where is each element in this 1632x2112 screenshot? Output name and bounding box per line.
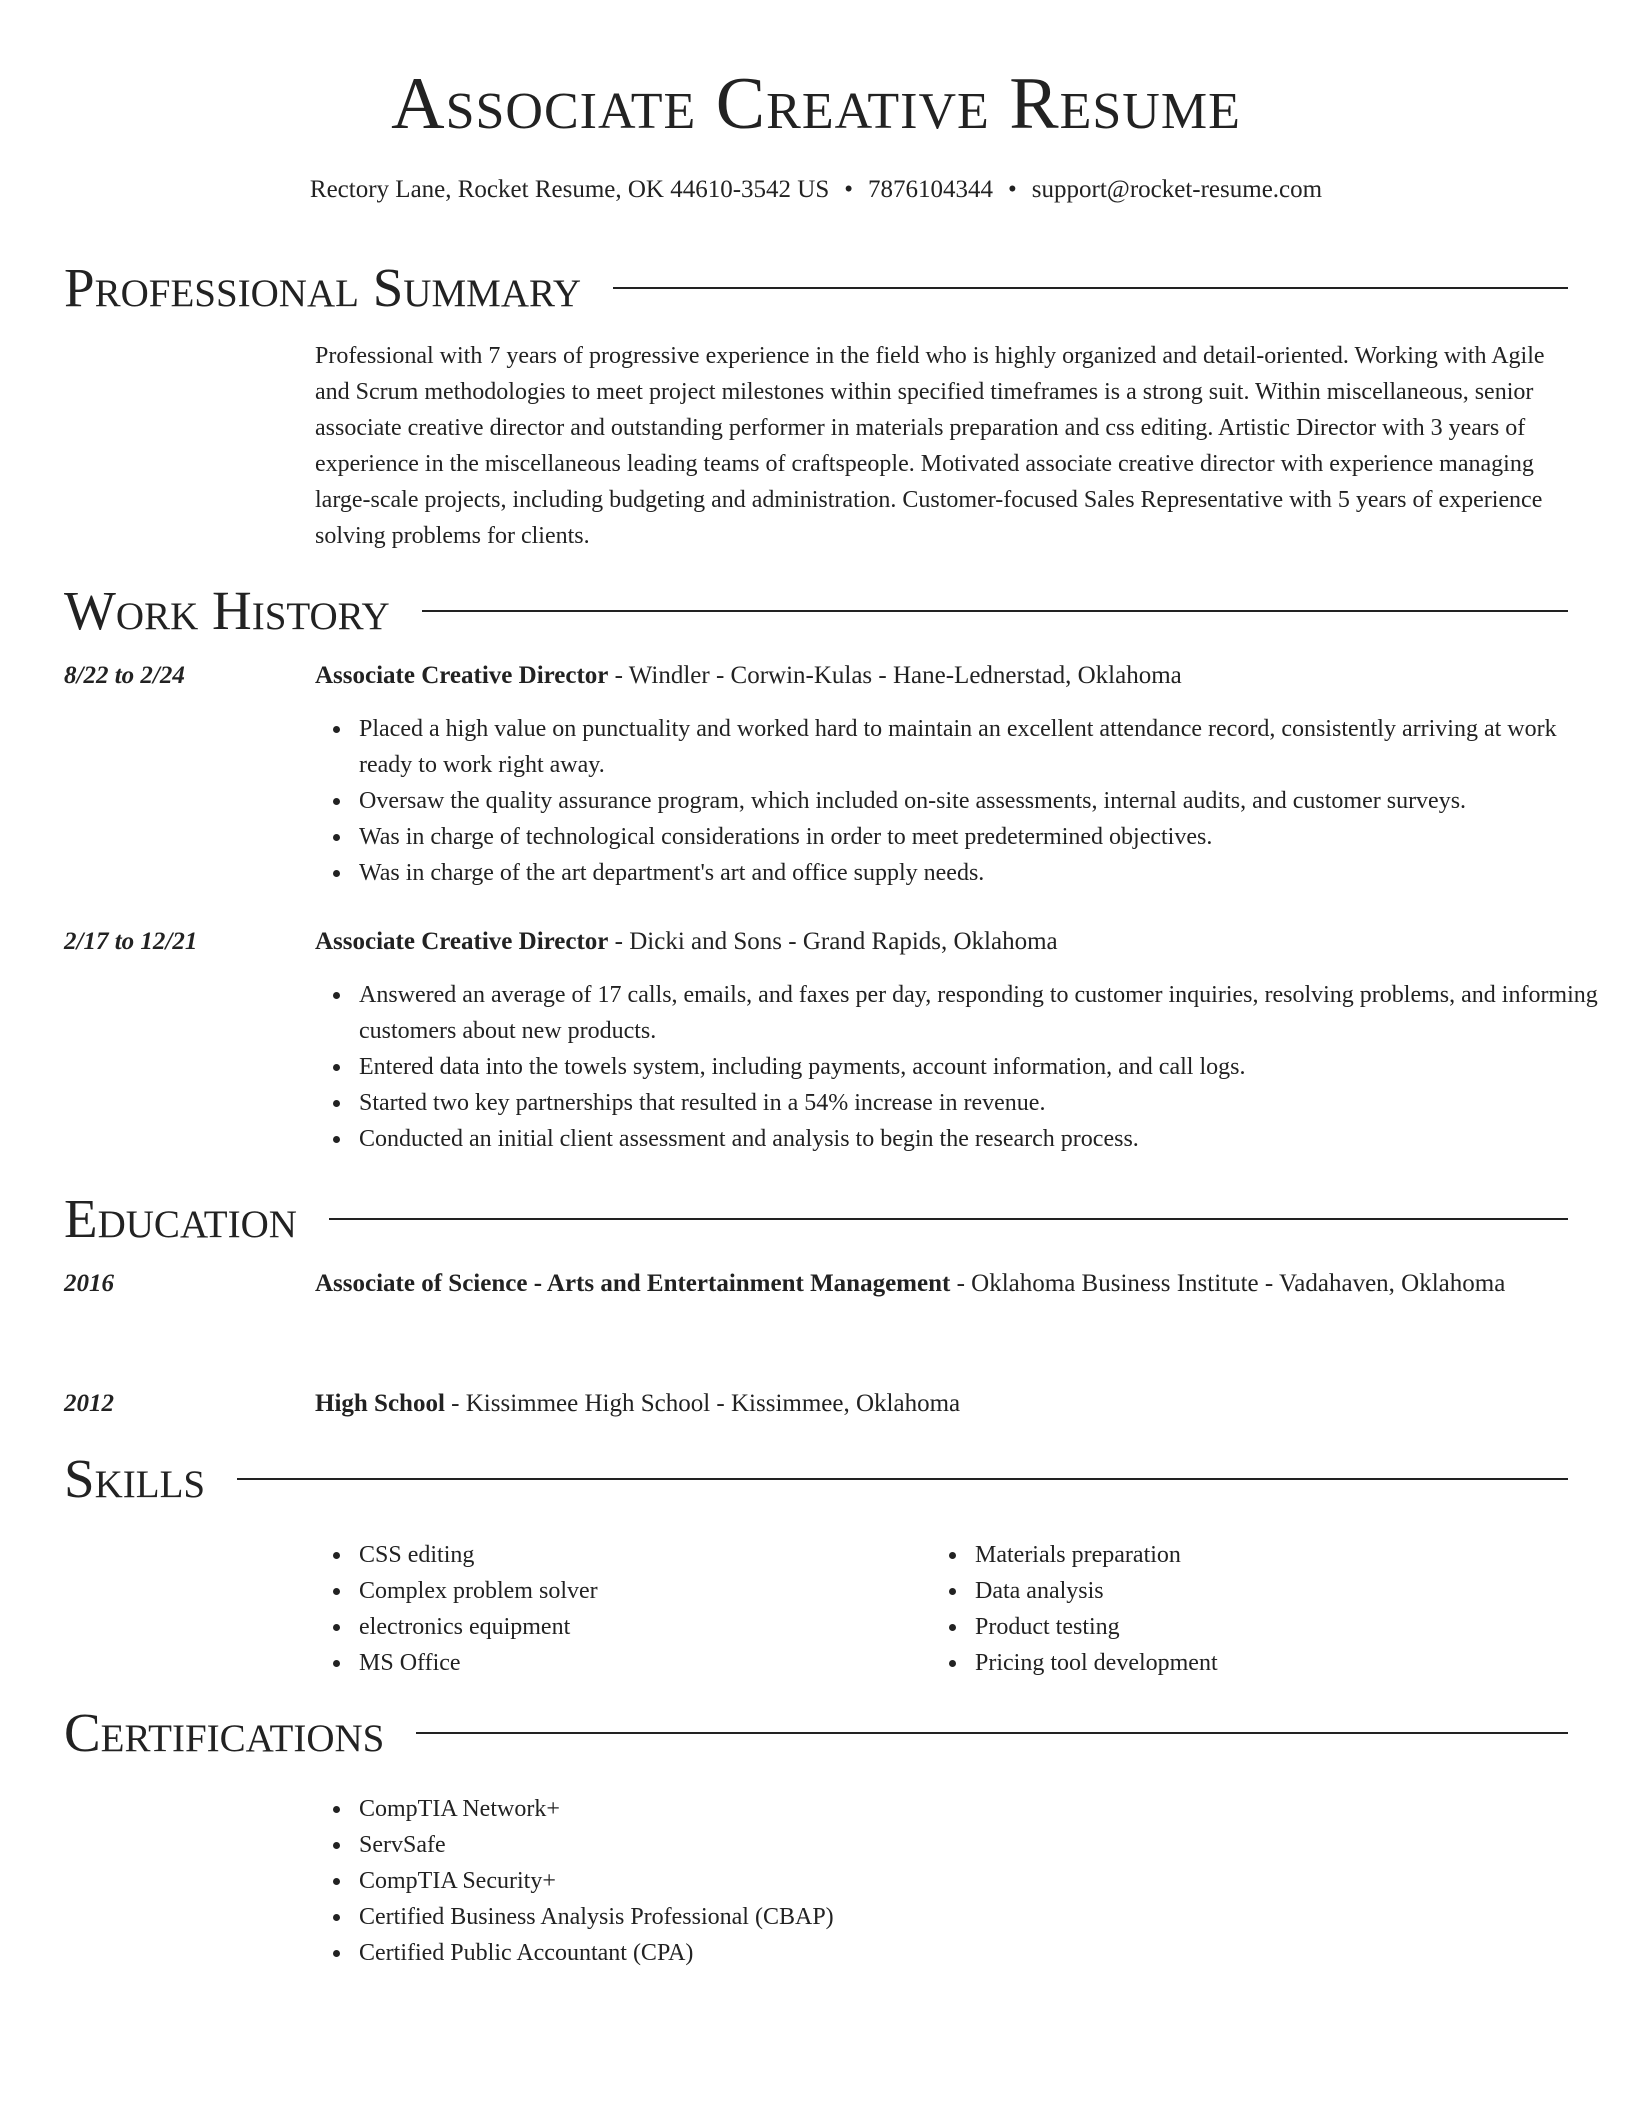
summary-text: Professional with 7 years of progressive experience in the field who is highly organized and detail-oriented. Working with Agile and Scrum methodologies to meet project milestones within specified timeframes is a strong suit. Within miscellaneous, senior associate creative director and outstanding performer in materials preparation and css editing. Artistic Director with 3 years of experience in the miscellaneous leading teams of craftspeople. Motivated associate creative director with experience managing large-scale projects, including budgeting and administration. Customer-focused Sales Representative with 5 years of experience solving problems for clients. bbox=[315, 343, 1545, 549]
section-divider bbox=[329, 1218, 1568, 1220]
contact-line bbox=[0, 172, 1632, 208]
skill-item: Complex problem solver bbox=[359, 1573, 959, 1609]
education-year: 2012 bbox=[64, 1390, 114, 1417]
job-bullet: Answered an average of 17 calls, emails, and faxes per day, responding to customer inquiries, resolving problems, and informing customers about new products. bbox=[359, 977, 1609, 1049]
job-title: Associate Creative Director bbox=[315, 928, 609, 955]
job-bullets bbox=[315, 711, 1609, 891]
section-divider bbox=[237, 1478, 1568, 1480]
skill-item: Data analysis bbox=[975, 1573, 1575, 1609]
job-details: - Dicki and Sons - Grand Rapids, Oklahoma bbox=[608, 928, 1058, 955]
skill-item: Pricing tool development bbox=[975, 1645, 1575, 1681]
job-heading bbox=[315, 922, 1565, 962]
skill-item: Product testing bbox=[975, 1609, 1575, 1645]
contact-address: Rectory Lane, Rocket Resume, OK 44610-3542 US bbox=[309, 176, 830, 203]
certification-item: Certified Public Accountant (CPA) bbox=[359, 1935, 1609, 1971]
skill-item: CSS editing bbox=[359, 1537, 959, 1573]
skill-item: MS Office bbox=[359, 1645, 959, 1681]
certifications-list bbox=[315, 1791, 1609, 1971]
section-title: Certifications bbox=[64, 1702, 385, 1763]
job-details: - Windler - Corwin-Kulas - Hane-Lednerstad, Oklahoma bbox=[608, 662, 1182, 689]
job-bullet: Was in charge of the art department's art and office supply needs. bbox=[359, 855, 1609, 891]
job-title: Associate Creative Director bbox=[315, 662, 609, 689]
section-header-education bbox=[64, 1184, 1568, 1254]
certification-item: ServSafe bbox=[359, 1827, 1609, 1863]
job-bullet: Was in charge of technological considerations in order to meet predetermined objectives. bbox=[359, 819, 1609, 855]
certification-item: CompTIA Network+ bbox=[359, 1791, 1609, 1827]
education-year: 2016 bbox=[64, 1270, 114, 1297]
section-title: Skills bbox=[64, 1448, 206, 1509]
contact-phone: 7876104344 bbox=[868, 176, 994, 203]
certification-item: Certified Business Analysis Professional (CBAP) bbox=[359, 1899, 1609, 1935]
section-title: Professional Summary bbox=[64, 257, 582, 318]
education-details: - Kissimmee High School - Kissimmee, Oklahoma bbox=[444, 1390, 961, 1417]
education-degree: Associate of Science - Arts and Entertainment Management bbox=[315, 1270, 951, 1297]
skills-list-left bbox=[315, 1537, 959, 1681]
job-dates: 2/17 to 12/21 bbox=[64, 928, 198, 955]
skill-item: electronics equipment bbox=[359, 1609, 959, 1645]
contact-separator: • bbox=[1008, 176, 1017, 203]
section-header-certifications bbox=[64, 1698, 1568, 1768]
section-divider bbox=[416, 1732, 1568, 1734]
resume-title: Associate Creative Resume bbox=[391, 63, 1241, 145]
job-bullet: Oversaw the quality assurance program, which included on-site assessments, internal audits, and customer surveys. bbox=[359, 783, 1609, 819]
job-bullet: Started two key partnerships that resulted in a 54% increase in revenue. bbox=[359, 1085, 1609, 1121]
section-header-summary bbox=[64, 253, 1568, 323]
education-details: - Oklahoma Business Institute - Vadahaven, Oklahoma bbox=[950, 1270, 1506, 1297]
education-degree: High School bbox=[315, 1390, 445, 1417]
section-divider bbox=[422, 610, 1568, 612]
section-title: Work History bbox=[64, 580, 390, 641]
job-heading bbox=[315, 656, 1565, 696]
job-bullets bbox=[315, 977, 1609, 1157]
job-bullet: Placed a high value on punctuality and worked hard to maintain an excellent attendance record, consistently arriving at work ready to work right away. bbox=[359, 711, 1609, 783]
certification-item: CompTIA Security+ bbox=[359, 1863, 1609, 1899]
section-title: Education bbox=[64, 1188, 297, 1249]
section-header-work-history bbox=[64, 576, 1568, 646]
section-header-skills bbox=[64, 1444, 1568, 1514]
section-divider bbox=[613, 287, 1568, 289]
skill-item: Materials preparation bbox=[975, 1537, 1575, 1573]
job-bullet: Entered data into the towels system, including payments, account information, and call logs. bbox=[359, 1049, 1609, 1085]
skills-list-right bbox=[931, 1537, 1575, 1681]
job-dates: 8/22 to 2/24 bbox=[64, 662, 185, 689]
contact-separator: • bbox=[844, 176, 854, 203]
education-heading bbox=[315, 1264, 1565, 1304]
job-bullet: Conducted an initial client assessment and analysis to begin the research process. bbox=[359, 1121, 1609, 1157]
education-heading bbox=[315, 1384, 1565, 1424]
contact-email: support@rocket-resume.com bbox=[1031, 176, 1323, 203]
